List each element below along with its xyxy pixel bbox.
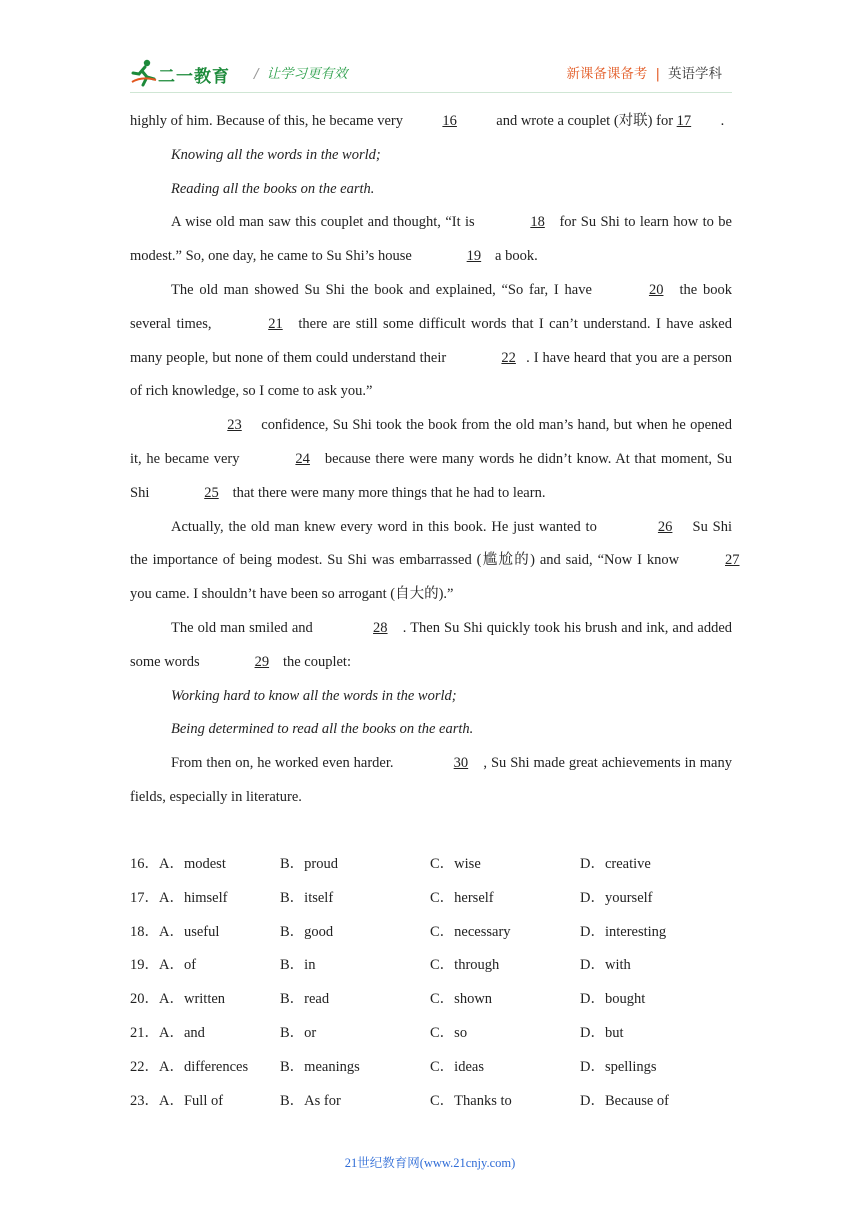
option-c: C．necessary bbox=[430, 923, 511, 940]
option-b: B．or bbox=[280, 1024, 317, 1041]
option-c: C．shown bbox=[430, 991, 493, 1008]
blank-23: 23 bbox=[227, 417, 242, 434]
header-separator: | bbox=[655, 66, 660, 82]
subject-label: 英语学科 bbox=[668, 66, 722, 82]
runner-logo-icon bbox=[130, 58, 158, 88]
option-a: 16．A．modest bbox=[130, 856, 226, 872]
text: a book. bbox=[491, 248, 538, 265]
option-row bbox=[130, 916, 732, 950]
logo bbox=[130, 58, 240, 88]
text: The old man showed Su Shi the book and explained, “So far, I have bbox=[171, 281, 598, 298]
answer-options bbox=[130, 848, 732, 1118]
blank-21: 21 bbox=[268, 315, 283, 332]
option-a: 23．A．Full of bbox=[130, 1092, 224, 1109]
option-d: D．bought bbox=[580, 991, 646, 1008]
poem-line: Knowing all the words in the world; bbox=[171, 146, 381, 163]
option-b: B．As for bbox=[280, 1092, 341, 1109]
option-a: 22．A．differences bbox=[130, 1058, 249, 1075]
text: . Then Su Shi quickly took his brush and ink, and added some words bbox=[130, 619, 733, 670]
text: confidence, Su Shi took the book from the old man’s hand, but when he opened it, he became very bbox=[130, 417, 732, 467]
text: because there were many words he didn’t know. At that moment, Su Shi bbox=[130, 450, 733, 501]
option-row bbox=[130, 1017, 732, 1051]
paragraph-3 bbox=[130, 274, 732, 409]
option-d: D．creative bbox=[580, 856, 651, 872]
paragraph-5 bbox=[130, 511, 740, 612]
page-footer: 21世纪教育网(www.21cnjy.com) bbox=[344, 1156, 516, 1170]
option-d: D．interesting bbox=[580, 923, 667, 940]
blank-27: 27 bbox=[725, 552, 740, 569]
header-divider bbox=[130, 92, 732, 93]
text: , Su Shi made great achievements in many fields, especially in literature. bbox=[130, 755, 732, 805]
option-b: B．meanings bbox=[280, 1058, 360, 1075]
text: highly of him. Because of this, he became very bbox=[130, 113, 407, 129]
option-c: C．ideas bbox=[430, 1058, 484, 1075]
paragraph-1 bbox=[130, 105, 732, 139]
option-d: D．with bbox=[580, 957, 631, 974]
slogan bbox=[254, 62, 348, 82]
blank-25: 25 bbox=[204, 484, 219, 501]
text: Actually, the old man knew every word in this book. He just wanted to bbox=[171, 518, 602, 535]
text: A wise old man saw this couplet and thought, “It is bbox=[171, 214, 480, 231]
option-d: D．spellings bbox=[580, 1058, 657, 1075]
option-row bbox=[130, 1051, 732, 1085]
blank-19: 19 bbox=[466, 248, 482, 265]
blank-18: 18 bbox=[530, 214, 545, 231]
text: The old man smiled and bbox=[171, 619, 317, 636]
slogan-text: 让学习更有效 bbox=[266, 66, 348, 82]
option-d: D．but bbox=[580, 1024, 624, 1041]
option-c: C．Thanks to bbox=[430, 1092, 512, 1109]
option-c: C．herself bbox=[430, 889, 494, 906]
text: for Su Shi to learn how to be modest.” So, one day, he came to Su Shi’s house bbox=[130, 214, 732, 265]
paragraph-2 bbox=[130, 206, 732, 274]
blank-29: 29 bbox=[254, 653, 270, 670]
logo-text: 二一教育 bbox=[158, 67, 230, 87]
option-c: C．so bbox=[430, 1024, 468, 1041]
option-row bbox=[130, 949, 732, 983]
paragraph-7 bbox=[130, 747, 732, 815]
paragraph-6 bbox=[130, 612, 732, 680]
poem-line: Reading all the books on the earth. bbox=[171, 180, 375, 197]
option-c: C．through bbox=[430, 957, 500, 974]
blank-20: 20 bbox=[648, 281, 664, 298]
text: the couplet: bbox=[279, 653, 351, 670]
option-a: 21．A．and bbox=[130, 1024, 205, 1041]
option-c: C．wise bbox=[430, 856, 481, 872]
option-d: D．yourself bbox=[580, 889, 653, 906]
option-d: D．Because of bbox=[580, 1092, 669, 1109]
header-right bbox=[566, 62, 722, 82]
blank-24: 24 bbox=[295, 450, 310, 467]
text: there are still some difficult words that I can’t understand. I have asked many people, but none of them could understand their bbox=[130, 315, 732, 366]
passage bbox=[130, 105, 740, 815]
option-row bbox=[130, 983, 732, 1017]
blank-17: 17 bbox=[676, 113, 692, 129]
poem-line: Being determined to read all the books on the earth. bbox=[171, 721, 474, 738]
option-row bbox=[130, 848, 732, 882]
text: . bbox=[720, 113, 725, 129]
option-b: B．in bbox=[280, 957, 316, 974]
option-a: 20．A．written bbox=[130, 991, 226, 1008]
course-label: 新课备课备考 bbox=[566, 66, 648, 82]
blank-16: 16 bbox=[442, 113, 457, 129]
blank-28: 28 bbox=[373, 619, 388, 636]
slash-icon: / bbox=[254, 66, 259, 82]
option-b: B．read bbox=[280, 991, 330, 1008]
paragraph-4 bbox=[130, 409, 732, 510]
text: you came. I shouldn’t have been so arrogant (自大的).” bbox=[130, 586, 454, 603]
option-b: B．good bbox=[280, 923, 334, 940]
text: the book several times, bbox=[130, 281, 732, 332]
option-a: 17．A．himself bbox=[130, 889, 228, 906]
option-b: B．itself bbox=[280, 889, 334, 906]
text: From then on, he worked even harder. bbox=[171, 755, 398, 772]
text: that there were many more things that he had to learn. bbox=[228, 484, 546, 501]
text: . I have heard that you are a person of rich knowledge, so I come to ask you.” bbox=[130, 349, 732, 400]
option-row bbox=[130, 1085, 732, 1119]
option-row bbox=[130, 882, 732, 916]
blank-22: 22 bbox=[501, 349, 516, 366]
text: and wrote a couplet (对联) for bbox=[492, 113, 677, 129]
option-a: 19．A．of bbox=[130, 957, 197, 974]
blank-26: 26 bbox=[657, 518, 673, 535]
text: Su Shi the importance of being modest. Su Shi was embarrassed (尴尬的) and said, “Now I know bbox=[130, 518, 732, 569]
blank-30: 30 bbox=[453, 755, 469, 772]
option-b: B．proud bbox=[280, 856, 338, 872]
poem-line: Working hard to know all the words in the world; bbox=[171, 687, 457, 704]
page-header bbox=[130, 52, 732, 92]
option-a: 18．A．useful bbox=[130, 923, 220, 940]
